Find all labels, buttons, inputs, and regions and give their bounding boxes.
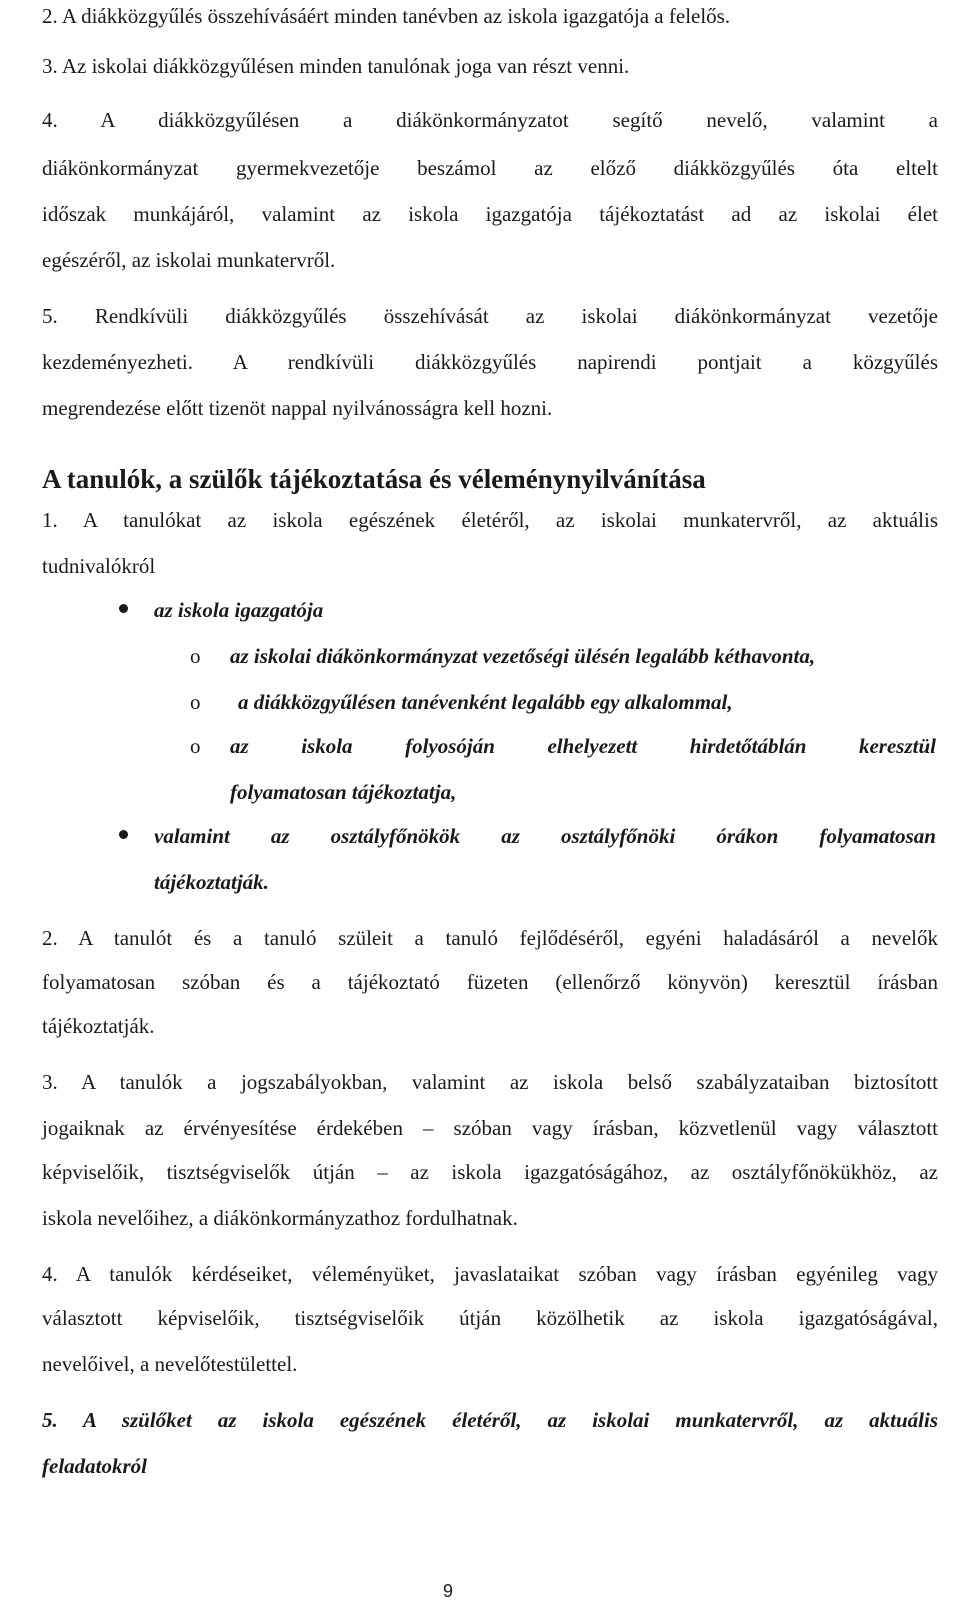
sub-bullet-text: a diákközgyűlésen tanévenként legalább egy alkalommal,: [238, 690, 733, 714]
paragraph-line: kezdeményezheti. A rendkívüli diákközgyűlés napirendi pontjait a közgyűlés: [42, 350, 938, 374]
paragraph-line: 1. A tanulókat az iskola egészének életéről, az iskolai munkatervről, az aktuális: [42, 508, 938, 532]
bullet-text: az iskola igazgatója: [154, 598, 324, 622]
paragraph-line: megrendezése előtt tizenöt nappal nyilvánosságra kell hozni.: [42, 396, 553, 420]
paragraph-line: időszak munkájáról, valamint az iskola igazgatója tájékoztatást ad az iskolai élet: [42, 202, 938, 226]
circle-bullet-icon: o: [190, 690, 201, 714]
paragraph-line: diákönkormányzat gyermekvezetője beszámol az előző diákközgyűlés óta eltelt: [42, 156, 938, 180]
paragraph-line: 2. A diákközgyűlés összehívásáért minden tanévben az iskola igazgatója a felelős.: [42, 4, 731, 28]
paragraph-line: feladatokról: [42, 1454, 147, 1478]
paragraph-line: tudnivalókról: [42, 554, 156, 578]
paragraph-line: jogaiknak az érvényesítése érdekében – szóban vagy írásban, közvetlenül vagy választott: [42, 1116, 938, 1140]
paragraph-line: nevelőivel, a nevelőtestülettel.: [42, 1352, 298, 1376]
paragraph-line: iskola nevelőihez, a diákönkormányzathoz fordulhatnak.: [42, 1206, 518, 1230]
paragraph-line: képviselőik, tisztségviselők útján – az iskola igazgatóságához, az osztályfőnökükhöz, az: [42, 1160, 938, 1184]
paragraph-line: 4. A diákközgyűlésen a diákönkormányzatot segítő nevelő, valamint a: [42, 108, 938, 132]
paragraph-line: 3. Az iskolai diákközgyűlésen minden tanulónak joga van részt venni.: [42, 54, 630, 78]
circle-bullet-icon: o: [190, 644, 201, 668]
paragraph-line: 5. A szülőket az iskola egészének életéről, az iskolai munkatervről, az aktuális: [42, 1408, 938, 1432]
bullet-text: valamint az osztályfőnökök az osztályfőnöki órákon folyamatosan: [154, 824, 936, 848]
paragraph-line: 2. A tanulót és a tanuló szüleit a tanuló fejlődéséről, egyéni haladásáról a nevelők: [42, 926, 938, 950]
circle-bullet-icon: o: [190, 734, 201, 758]
section-heading: A tanulók, a szülők tájékoztatása és véleménynyilvánítása: [42, 464, 706, 494]
sub-bullet-text: folyamatosan tájékoztatja,: [230, 780, 457, 804]
bullet-dot-icon: [119, 830, 128, 839]
paragraph-line: tájékoztatják.: [42, 1014, 155, 1038]
paragraph-line: 3. A tanulók a jogszabályokban, valamint az iskola belső szabályzataiban biztosított: [42, 1070, 938, 1094]
paragraph-line: választott képviselőik, tisztségviselőik útján közölhetik az iskola igazgatóságával,: [42, 1306, 938, 1330]
page-number: 9: [443, 1581, 454, 1601]
paragraph-line: folyamatosan szóban és a tájékoztató füzeten (ellenőrző könyvön) keresztül írásban: [42, 970, 938, 994]
paragraph-line: 5. Rendkívüli diákközgyűlés összehívását az iskolai diákönkormányzat vezetője: [42, 304, 938, 328]
paragraph-line: egészéről, az iskolai munkatervről.: [42, 248, 336, 272]
sub-bullet-text: az iskolai diákönkormányzat vezetőségi ülésén legalább kéthavonta,: [230, 644, 816, 668]
bullet-dot-icon: [119, 604, 128, 613]
sub-bullet-text: az iskola folyosóján elhelyezett hirdetőtáblán keresztül: [230, 734, 936, 758]
paragraph-line: 4. A tanulók kérdéseiket, véleményüket, javaslataikat szóban vagy írásban egyénileg vagy: [42, 1262, 938, 1286]
bullet-text: tájékoztatják.: [154, 870, 269, 894]
